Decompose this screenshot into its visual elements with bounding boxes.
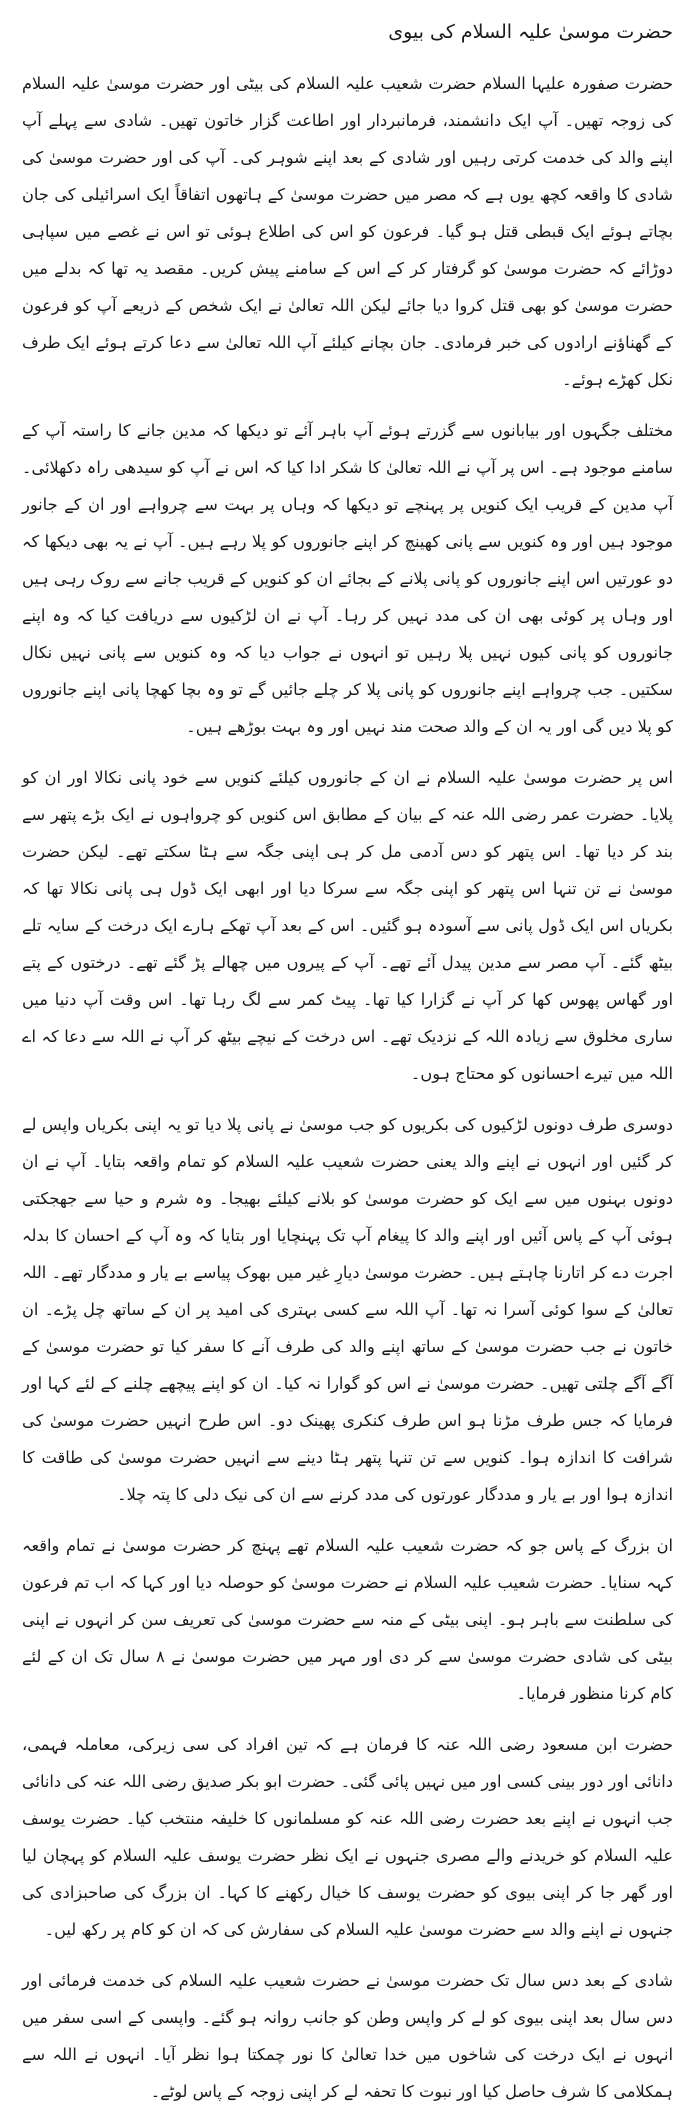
- article-paragraph-3: اس پر حضرت موسیٰ علیہ السلام نے ان کے جانوروں کیلئے کنویں سے خود پانی نکالا اور ان کو پلایا۔ حضرت عمر رضی اللہ عنہ کے بیان کے مطابق اس کنویں کو چرواہوں نے ایک بڑے پتھر سے بند کر دیا تھا۔ اس پتھر کو دس آدمی مل کر ہی اپنی جگہ سے ہٹا سکتے تھے۔ لیکن حضرت موسیٰ نے تن تنہا اس پتھر کو اپنی جگہ سے سرکا دیا اور ابھی ایک ڈول ہی پانی نکالا تھا کہ بکریاں اس ایک ڈول پانی سے آسودہ ہو گئیں۔ اس کے بعد آپ تھکے ہارے ایک درخت کے سایہ تلے بیٹھ گئے۔ آپ مصر سے مدین پیدل آئے تھے۔ آپ کے پیروں میں چھالے پڑ گئے تھے۔ درختوں کے پتے اور گھاس پھوس کھا کر آپ نے گزارا کیا تھا۔ پیٹ کمر سے لگ رہا تھا۔ اس وقت آپ دنیا میں ساری مخلوق سے زیادہ اللہ کے نزدیک تھے۔ اس درخت کے نیچے بیٹھ کر آپ نے اللہ سے دعا کہ اے اللہ میں تیرے احسانوں کو محتاج ہوں۔: [22, 767, 673, 1083]
- article-paragraph-2: مختلف جگہوں اور بیابانوں سے گزرتے ہوئے آپ باہر آئے تو دیکھا کہ مدین جانے کا راستہ آپ کے سامنے موجود ہے۔ اس پر آپ نے اللہ تعالیٰ کا شکر ادا کیا کہ اس نے آپ کو سیدھی راہ دکھلائی۔ آپ مدین کے قریب ایک کنویں پر پہنچے تو دیکھا کہ وہاں پر بہت سے چرواہے اور ان کے جانور موجود ہیں اور وہ کنویں سے پانی کھینچ کر اپنے جانوروں کو پلا رہے ہیں۔ آپ نے یہ بھی دیکھا کہ دو عورتیں اس اپنے جانوروں کو پانی پلانے کے بجائے ان کو کنویں کے قریب جانے سے روک رہی ہیں اور وہاں پر کوئی بھی ان کی مدد نہیں کر رہا۔ آپ نے ان لڑکیوں سے دریافت کیا کہ وہ اپنے جانوروں کو پانی کیوں نہیں پلا رہیں تو انہوں نے جواب دیا کہ وہ کنویں سے پانی نہیں نکال سکتیں۔ جب چرواہے اپنے جانوروں کو پانی پلا کر چلے جائیں گے تو وہ بچا کھچا پانی اپنے جانوروں کو پلا دیں گی اور یہ ان کے والد صحت مند نہیں اور وہ بہت بوڑھے ہیں۔: [22, 420, 673, 736]
- article-paragraph-7: شادی کے بعد دس سال تک حضرت موسیٰ نے حضرت شعیب علیہ السلام کی خدمت فرمائی اور دس سال بعد اپنی بیوی کو لے کر واپس وطن کو جانب روانہ ہو گئے۔ واپسی کے اسی سفر میں انہوں نے ایک درخت کی شاخوں میں خدا تعالیٰ کا نور چمکتا ہوا نظر آیا۔ انہوں نے اللہ سے ہمکلامی کا شرف حاصل کیا اور نبوت کا تحفہ لے کر اپنی زوجہ کے پاس لوٹے۔: [22, 1970, 673, 2101]
- article-title: حضرت موسیٰ علیہ السلام کی بیوی: [388, 21, 673, 43]
- article-paragraph-5: ان بزرگ کے پاس جو کہ حضرت شعیب علیہ السلام تھے پہنچ کر حضرت موسیٰ نے تمام واقعہ کہہ سنایا۔ حضرت شعیب علیہ السلام نے حضرت موسیٰ کو حوصلہ دیا اور کہا کہ اب تم فرعون کی سلطنت سے باہر ہو۔ اپنی بیٹی کے منہ سے حضرت موسیٰ کی تعریف سن کر انہوں نے اپنی بیٹی کی شادی حضرت موسیٰ سے کر دی اور مہر میں حضرت موسیٰ نے ۸ سال تک ان کے لئے کام کرنا منظور فرمایا۔: [22, 1535, 673, 1703]
- article-paragraph-6: حضرت ابن مسعود رضی اللہ عنہ کا فرمان ہے کہ تین افراد کی سی زیرکی، معاملہ فہمی، دانائی اور دور بینی کسی اور میں نہیں پائی گئی۔ حضرت ابو بکر صدیق رضی اللہ عنہ کی دانائی جب انہوں نے اپنے بعد حضرت رضی اللہ عنہ کو مسلمانوں کا خلیفہ منتخب کیا۔ حضرت یوسف علیہ السلام کو خریدنے والے مصری جنہوں نے ایک نظر حضرت یوسف علیہ السلام کو پہچان لیا اور گھر جا کر اپنی بیوی کو حضرت یوسف کا خیال رکھنے کا کہا۔ ان بزرگ کی صاحبزادی کی جنہوں نے اپنے والد سے حضرت موسیٰ علیہ السلام کی سفارش کی کہ ان کو کام پر رکھ لیں۔: [22, 1734, 673, 1939]
- article-paragraph-4: دوسری طرف دونوں لڑکیوں کی بکریوں کو جب موسیٰ نے پانی پلا دیا تو یہ اپنی بکریاں واپس لے کر گئیں اور انہوں نے اپنے والد یعنی حضرت شعیب علیہ السلام کو تمام واقعہ بتایا۔ آپ نے ان دونوں بہنوں میں سے ایک کو حضرت موسیٰ کو بلانے کیلئے بھیجا۔ وہ شرم و حیا سے جھجکتی ہوئی آپ کے پاس آئیں اور اپنے والد کا پیغام آپ تک پہنچایا اور بتایا کہ وہ آپ کے احسان کا بدلہ اجرت دے کر اتارنا چاہتے ہیں۔ حضرت موسیٰ دیارِ غیر میں بھوک پیاسے بے یار و مددگار تھے۔ اللہ تعالیٰ کے سوا کوئی آسرا نہ تھا۔ آپ اللہ سے کسی بہتری کی امید پر ان کے ساتھ چل پڑے۔ ان خاتون نے جب حضرت موسیٰ کے ساتھ اپنے والد کی طرف آنے کا سفر کیا تو حضرت موسیٰ کے آگے آگے چلتی تھیں۔ حضرت موسیٰ نے اس کو گوارا نہ کیا۔ ان کو اپنے پیچھے چلنے کے لئے کہا اور فرمایا کہ جس طرف مڑنا ہو اس طرف کنکری پھینک دو۔ اس طرح انہیں حضرت موسیٰ کی شرافت کا اندازہ ہوا۔ کنویں سے تن تنہا پتھر ہٹا دینے سے انہیں حضرت موسیٰ کی طاقت کا اندازہ ہوا اور بے یار و مددگار عورتوں کی مدد کرنے سے ان کی نیک دلی کا پتہ چلا۔: [22, 1114, 673, 1504]
- article-paragraph-1: حضرت صفورہ علیہا السلام حضرت شعیب علیہ السلام کی بیٹی اور حضرت موسیٰ علیہ السلام کی زوجہ تھیں۔ آپ ایک دانشمند، فرمانبردار اور اطاعت گزار خاتون تھیں۔ شادی سے پہلے آپ اپنے والد کی خدمت کرتی رہیں اور شادی کے بعد اپنے شوہر کی۔ آپ کی اور حضرت موسیٰ کی شادی کا واقعہ کچھ یوں ہے کہ مصر میں حضرت موسیٰ کے ہاتھوں اتفاقاً ایک اسرائیلی کی جان بچاتے ہوئے ایک قبطی قتل ہو گیا۔ فرعون کو اس کی اطلاع ہوئی تو اس نے غصے میں سپاہی دوڑائے کہ حضرت موسیٰ کو گرفتار کر کے اس کے سامنے پیش کریں۔ مقصد یہ تھا کہ بدلے میں حضرت موسیٰ کو بھی قتل کروا دیا جائے لیکن اللہ تعالیٰ نے ایک شخص کے ذریعے آپ کو فرعون کے گھناؤنے ارادوں کی خبر فرمادی۔ جان بچانے کیلئے آپ اللہ تعالیٰ سے دعا کرتے ہوئے ایک طرف نکل کھڑے ہوئے۔: [22, 73, 673, 389]
